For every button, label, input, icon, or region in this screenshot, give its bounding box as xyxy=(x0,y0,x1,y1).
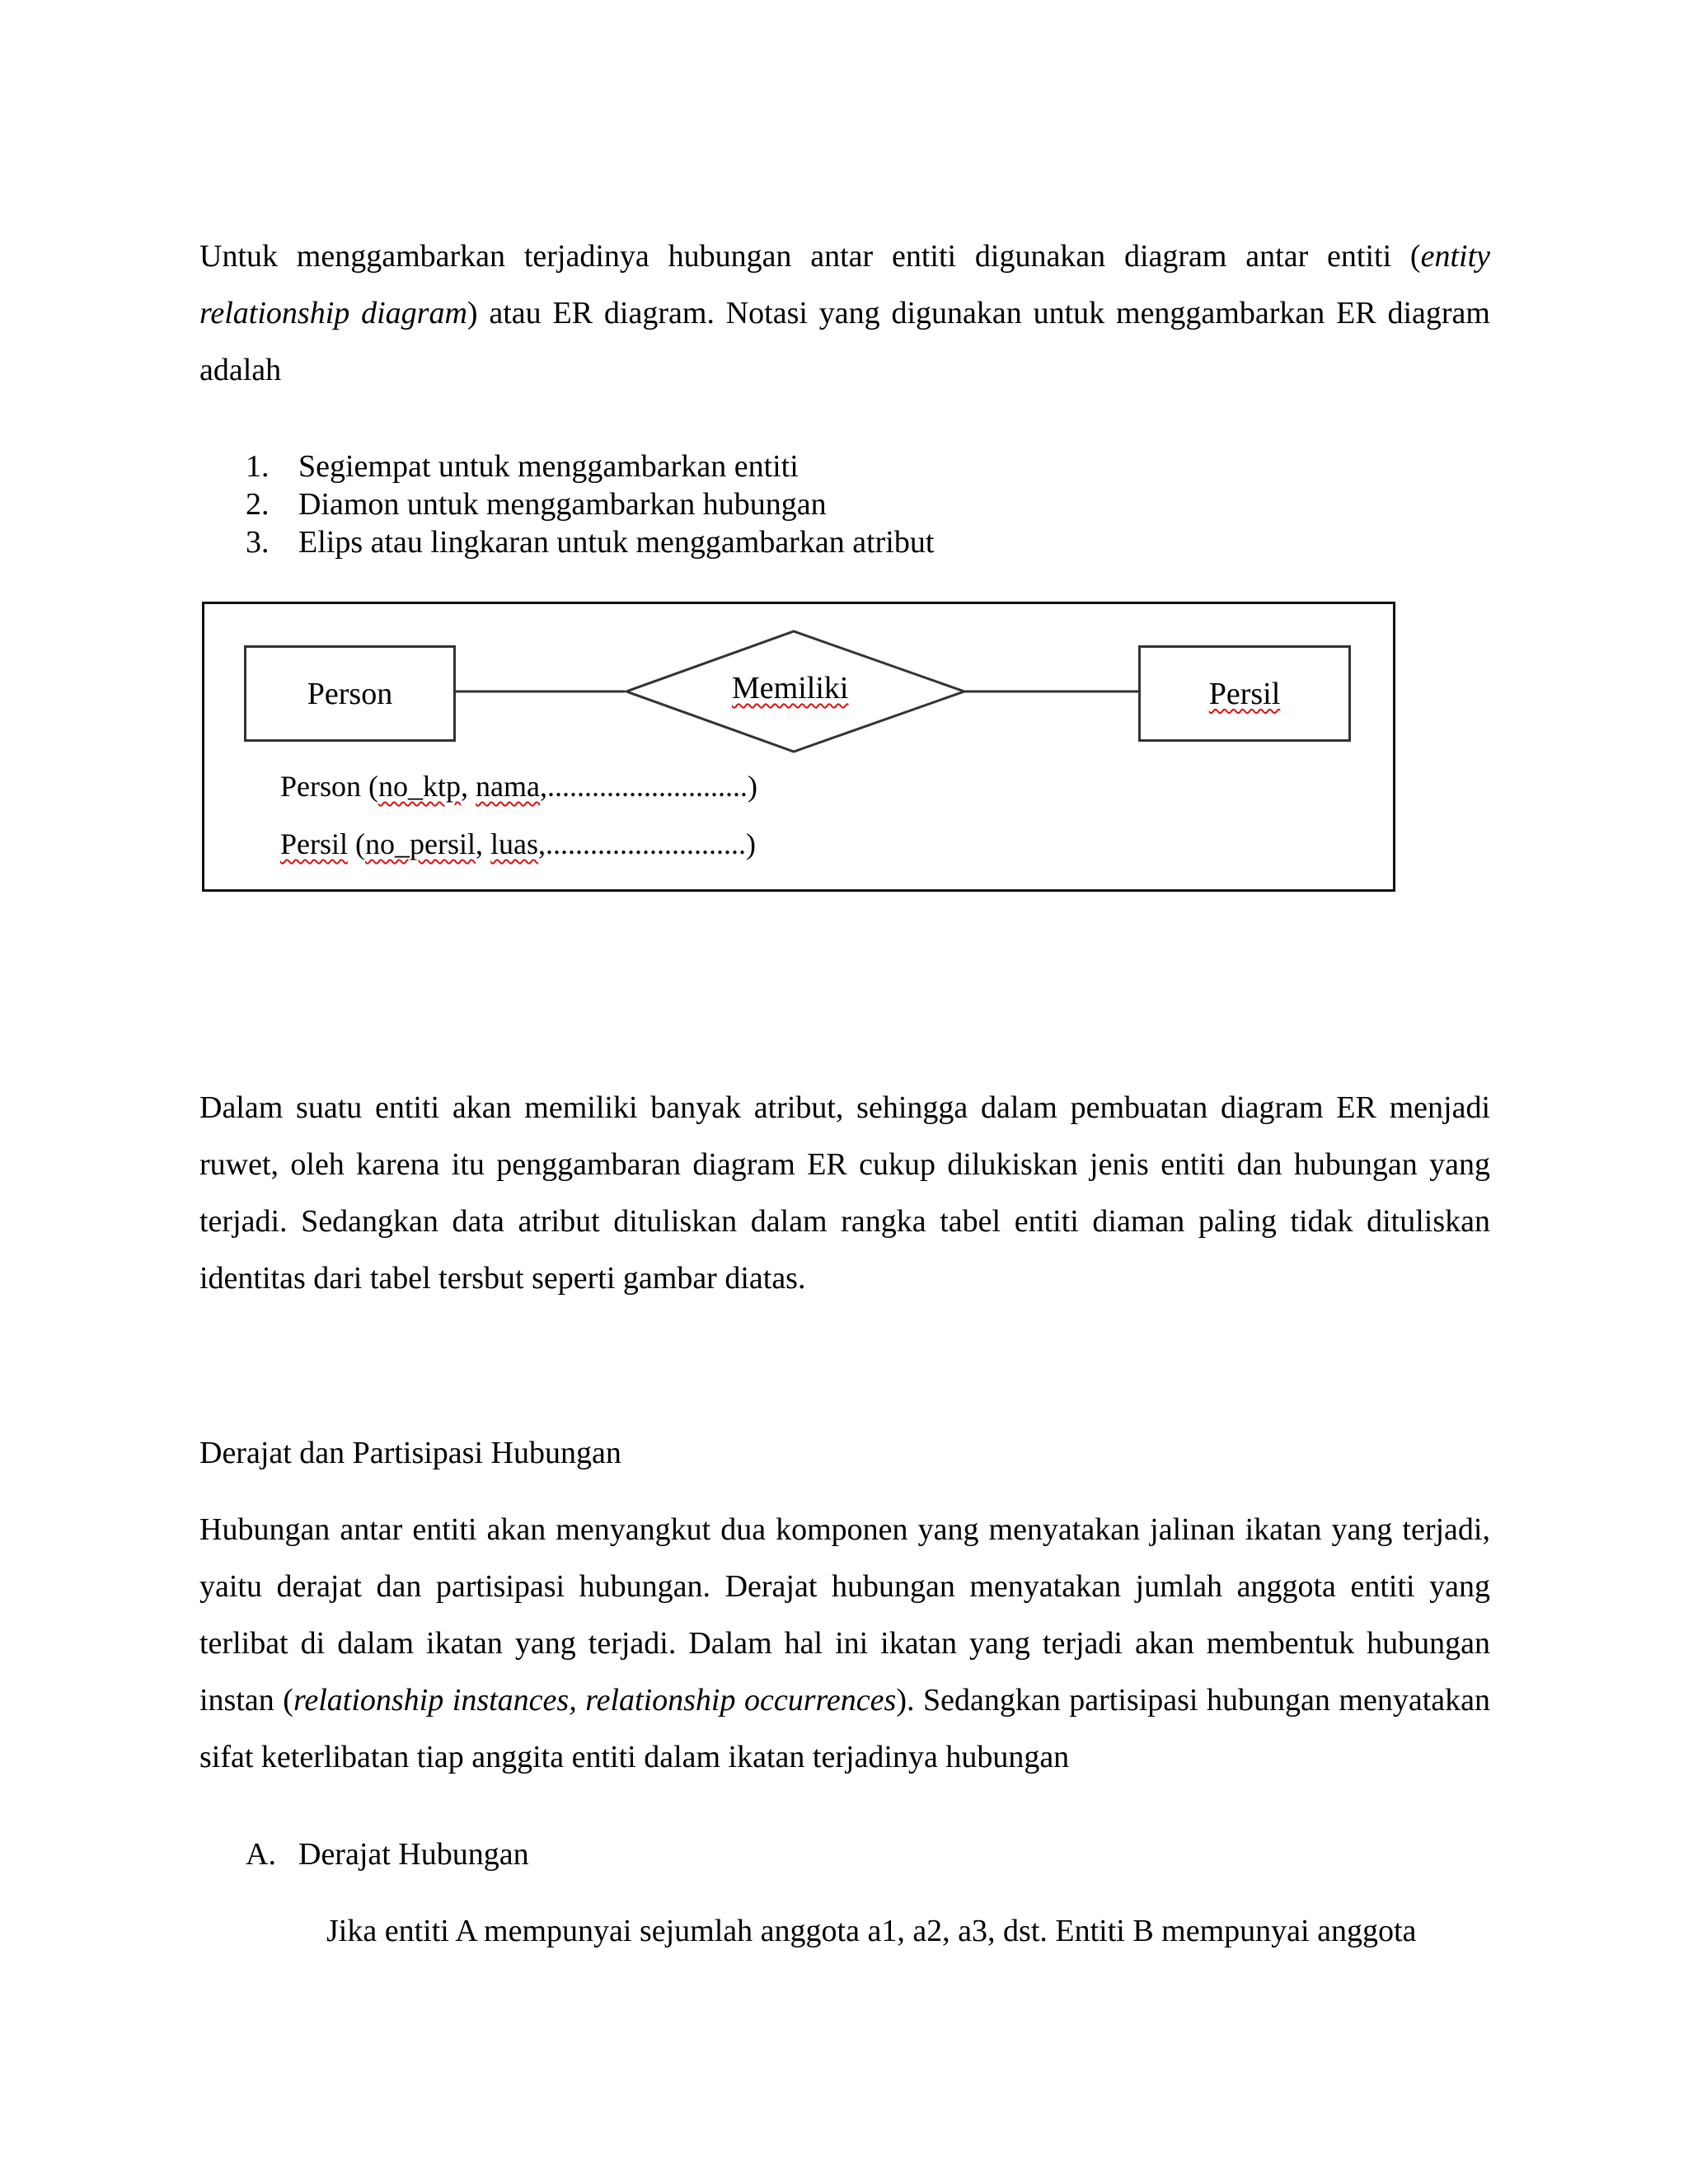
attr-text: ,...........................) xyxy=(538,827,756,860)
section-a-title: Derajat Hubungan xyxy=(298,1837,529,1872)
attr-text: Person ( xyxy=(280,770,378,803)
list-item-3 xyxy=(246,523,934,561)
entity-persil-label: Persil xyxy=(1208,676,1281,711)
paragraph-attributes: Dalam suatu entiti akan memiliki banyak atribut, sehingga dalam pembuatan diagram ER menjadi ruwet, oleh karena itu penggambaran diagram ER cukup dilukiskan jenis entiti dan hubungan yang terjadi. Sedangkan data atribut dituliskan dalam rangka tabel entiti diaman paling tidak dituliskan identitas dari tabel tersbut seperti gambar diatas. xyxy=(199,1090,1490,1296)
attr-squiggle-text: luas xyxy=(490,827,538,860)
attribute-line-persil xyxy=(280,827,756,861)
entity-persil-box xyxy=(1138,645,1351,742)
paragraph-derajat-partisipasi xyxy=(199,1502,1490,1786)
attr-squiggle-text: nama xyxy=(476,770,540,803)
intro-italic: entity relationship diagram xyxy=(199,239,1490,330)
list-number: 2. xyxy=(246,487,270,522)
list-item-2 xyxy=(246,485,827,523)
attr-squiggle-text: Persil xyxy=(280,827,349,860)
section-heading: Derajat dan Partisipasi Hubungan xyxy=(199,1436,621,1470)
section-a-label: A. xyxy=(246,1837,276,1872)
attr-text: , xyxy=(461,770,476,803)
intro-text-1: Untuk menggambarkan terjadinya hubungan antar entiti digunakan diagram antar entiti ( xyxy=(199,239,1421,274)
list-number: 1. xyxy=(246,449,270,484)
attr-text: , xyxy=(476,827,490,860)
list-text: Segiempat untuk menggambarkan entiti xyxy=(298,449,799,484)
intro-text-2: ) atau ER diagram. Notasi yang digunakan untuk menggambarkan ER diagram adalah xyxy=(199,296,1490,387)
list-text: Diamon untuk menggambarkan hubungan xyxy=(298,487,827,522)
attr-squiggle-text: no_persil xyxy=(365,827,476,860)
attr-squiggle-text: no_ktp xyxy=(378,770,462,803)
er-diagram-figure xyxy=(202,602,1395,892)
section-a-heading xyxy=(246,1835,529,1873)
entity-person-label: Person xyxy=(307,676,393,711)
relationship-label xyxy=(732,670,848,706)
p3-text-1: Hubungan antar entiti akan menyangkut dua komponen yang menyatakan jalinan ikatan yang terjadi, yaitu derajat dan partisipasi hubungan. Derajat hubungan menyatakan jumlah anggota entiti yang terlibat di dalam ikatan yang terjadi. Dalam hal ini ikatan yang terjadi akan membentuk hubungan instan ( xyxy=(199,1512,1490,1718)
p3-text-2: ). Sedangkan partisipasi hubungan menyatakan sifat keterlibatan tiap anggita entiti dalam ikatan terjadinya hubungan xyxy=(199,1683,1491,1774)
intro-paragraph xyxy=(199,228,1490,399)
list-item-1 xyxy=(246,448,799,485)
attribute-line-person xyxy=(280,769,757,804)
p3-italic: relationship instances, relationship occurrences xyxy=(293,1683,897,1718)
paragraph-entity-members: Jika entiti A mempunyai sejumlah anggota a1, a2, a3, dst. Entiti B mempunyai anggota xyxy=(326,1914,1417,1948)
attr-text: ( xyxy=(348,827,366,860)
entity-person-box xyxy=(244,645,456,742)
attr-text: ,...........................) xyxy=(539,770,757,803)
list-number: 3. xyxy=(246,525,270,560)
relationship-label-text: Memiliki xyxy=(732,671,849,705)
list-text: Elips atau lingkaran untuk menggambarkan atribut xyxy=(298,525,935,560)
